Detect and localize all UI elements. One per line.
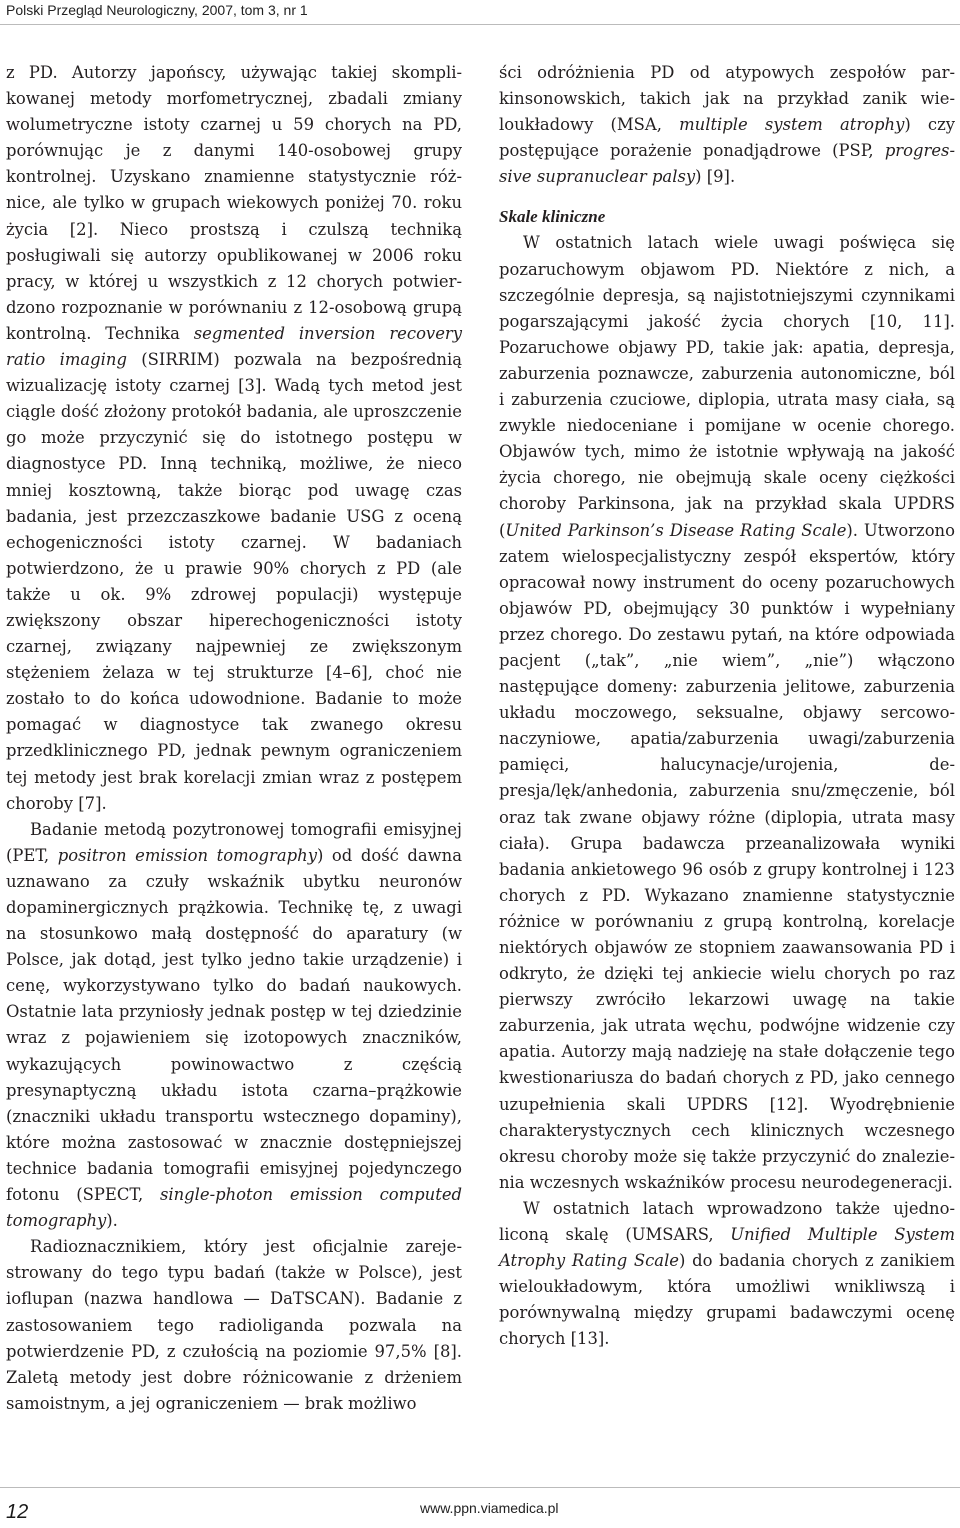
text-run: Badanie metodą pozytronowej tomografii emisyjnej (PET, (6, 819, 462, 865)
text-run: Radioznacznikiem, który jest oficjalnie zarejestrowany do tego typu badań (także w Polsce), jest ioflupan (nazwa handlowa — DaTSCAN). Badanie z zastosowaniem tego radioliganda pozwala na potwierdzenie PD, z czułością na poziomie 97,5% [8]. Zaletą metody jest dobre różnicowanie z drżeniem samoistnym, a jej ograniczeniem — brak możliwo (6, 1237, 462, 1413)
paragraph (499, 1196, 955, 1353)
section-heading: Skale kliniczne (499, 207, 606, 227)
text-run: ) od dość dawna uznawano za czuły wskaźnik ubytku neuronów dopaminergicznych prążkowia. Technikę tę, z uwagi na stosunkowo małą dostępność do aparatury (w Polsce, jak dotąd, jest tylko jedno takie urządzenie) i cenę, wykorzystywano tylko do badań naukowych. Ostatnie lata przyniosły jednak postęp w tej dziedzinie wraz z pojawieniem się izotopowych znaczników, wykazujących powinowactwo z częścią presynaptyczną układu istota czarna–prążkowie (znaczniki układu transportu wstecznego dopaminy), które można zastosować w znacznie dostępniejszej technice badania tomografii emisyjnej pojedynczego fotonu (SPECT, (6, 845, 462, 1205)
paragraph (6, 817, 462, 1235)
text-run: ści odróżnienia PD od atypowych zespołów parkinsonowskich, takich jak na przykład zanik wieloukładowy (MSA, (499, 63, 955, 135)
text-run: (SIRRIM) pozwala na bezpośrednią wizualizację istoty czarnej [3]. Wadą tych metod jest ciągle dość złożony protokół badania, ale uproszczenie go może przyczynić się do istotnego postępu w diagnostyce PD. Inną techniką, możliwe, że nieco mniej kosztowną, także biorąc pod uwagę czas badania, jest przezczaszkowe badanie USG z oceną echogeniczności istoty czarnej. W badaniach potwierdzono, że u prawie 90% chorych z PD (ale także u ok. 9% zdrowej populacji) występuje zwiększony obszar hiperechogeniczności istoty czarnej, związany najpewniej ze zwiększonym stężeniem żelaza w tej strukturze [4–6], choć nie zostało to do końca udowodnione. Badanie to może pomagać w diagnostyce tak zwanego okresu przedklinicznego PD, jednak pewnym ograniczeniem tej metody jest brak korelacji zmian wraz z postępem choroby [7]. (6, 350, 463, 813)
page-number: 12 (6, 1501, 29, 1523)
italic-term: positron emission tomography (57, 845, 317, 865)
paragraph (6, 1234, 462, 1417)
italic-term: segmented inversion recovery ratio imaging (6, 323, 462, 370)
text-run: W ostatnich latach wiele uwagi poświęca się pozaruchowym objawom PD. Niektóre z nich, a szczególnie depresja, są najistotniejszymi czynnikami pogarszającymi jakość życia chorych [10, 11]. Pozaruchowe objawy PD, takie jak: apatia, depresja, zaburzenia poznawcze, zaburzenia autonomiczne, ból i zaburzenia czuciowe, diplopia, utrata masy ciała, są zwykle niedoceniane i pomijane w ocenie chorego. Objawów tych, mimo że istotnie wpływają na jakość życia chorego, nie obejmują skale oceny ciężkości choroby Parkinsona, jak na przykład skala UPDRS ( (499, 233, 955, 540)
paragraph (499, 230, 955, 1195)
paragraph (6, 60, 462, 817)
text-run: ). Utworzono zatem wielospecjalistyczny zespół ekspertów, który opracował nowy instrument do oceny pozaruchowych objawów PD, obejmujący 30 punktów i wypełniany przez chorego. Do zestawu pytań, na które odpowiada pacjent („tak”, „nie wiem”, „nie”) włączono następujące domeny: zaburzenia jelitowe, zaburzenia układu moczowego, seksualne, objawy sercowo-naczyniowe, apatia/zaburzenia uwagi/zaburzenia pamięci, halucynacje/urojenia, depresja/lęk/anhedonia, zaburzenia snu/zmęczenie, ból oraz tak zwane objawy różne (diplopia, utrata masy ciała). Grupa badawcza przeanalizowała wyniki badania ankietowego 96 osób z grupy kontrolnej i 123 chorych z PD. Wykazano znamienne statystycznie różnice w porównaniu z grupą kontrolną, korelacje niektórych objawów ze stopniem zaawansowania PD i odkryto, że dzięki tej ankiecie wielu chorych po raz pierwszy zwróciło lekarzowi uwagę na takie zaburzenia, jak utrata węchu, podwójne widzenie czy apatia. Autorzy mają nadzieję na stałe dołączenie tego kwestionariusza do badań chorych z PD, jako cennego uzupełnienia skali UPDRS [12]. Wyodrębnienie charakterystycznych cech klinicznych wczesnego okresu choroby może się także przyczynić do znalezienia wczesnych wskaźników procesu neurodegeneracji. (499, 520, 955, 1192)
paragraph (499, 60, 955, 190)
italic-term: United Parkinson’s Disease Rating Scale (505, 520, 847, 540)
footer-divider (0, 1487, 960, 1488)
text-run: W ostatnich latach wprowadzono także ujednoliconą skalę (UMSARS, (499, 1198, 955, 1245)
text-run: ) czy postępujące porażenie ponadjądrowe (PSP, (499, 115, 955, 161)
journal-header (0, 0, 960, 25)
journal-title: Polski Przegląd Neurologiczny, 2007, tom 3, nr 1 (6, 2, 308, 18)
italic-term: single-photon emission computed tomography (6, 1185, 463, 1231)
text-run: z PD. Autorzy japońscy, używając takiej skomplikowanej metody morfometrycznej, zbadali zmiany wolumetryczne istoty czarnej u 59 chorych na PD, porównując je z danymi 140-osobowej grupy kontrolnej. Uzyskano znamienne statystycznie różnice, ale tylko w grupach wiekowych poniżej 70. roku życia [2]. Nieco prostszą i czulszą techniką posługiwali się autorzy opublikowanej w 2006 roku pracy, w której u wszystkich z 12 chorych potwierdzono rozpoznanie w porównaniu z 12-osobową grupą kontrolną. Technika (6, 63, 462, 343)
footer-url: www.ppn.viamedica.pl (420, 1500, 559, 1516)
text-run: ) [9]. (695, 167, 736, 187)
right-column (499, 60, 955, 1353)
italic-term: multiple system atrophy (679, 115, 905, 135)
text-run: ) do badania chorych z zanikiem wieloukładowym, która umożliwi wnikliwszą i porównywalną między grupami badawczymi ocenę chorych [13]. (499, 1251, 955, 1349)
text-run: ). (106, 1211, 118, 1231)
left-column (6, 60, 462, 1417)
italic-term: progressive supranuclear palsy (499, 141, 955, 187)
italic-term: Unified Multiple System Atrophy Rating Scale (499, 1225, 955, 1271)
